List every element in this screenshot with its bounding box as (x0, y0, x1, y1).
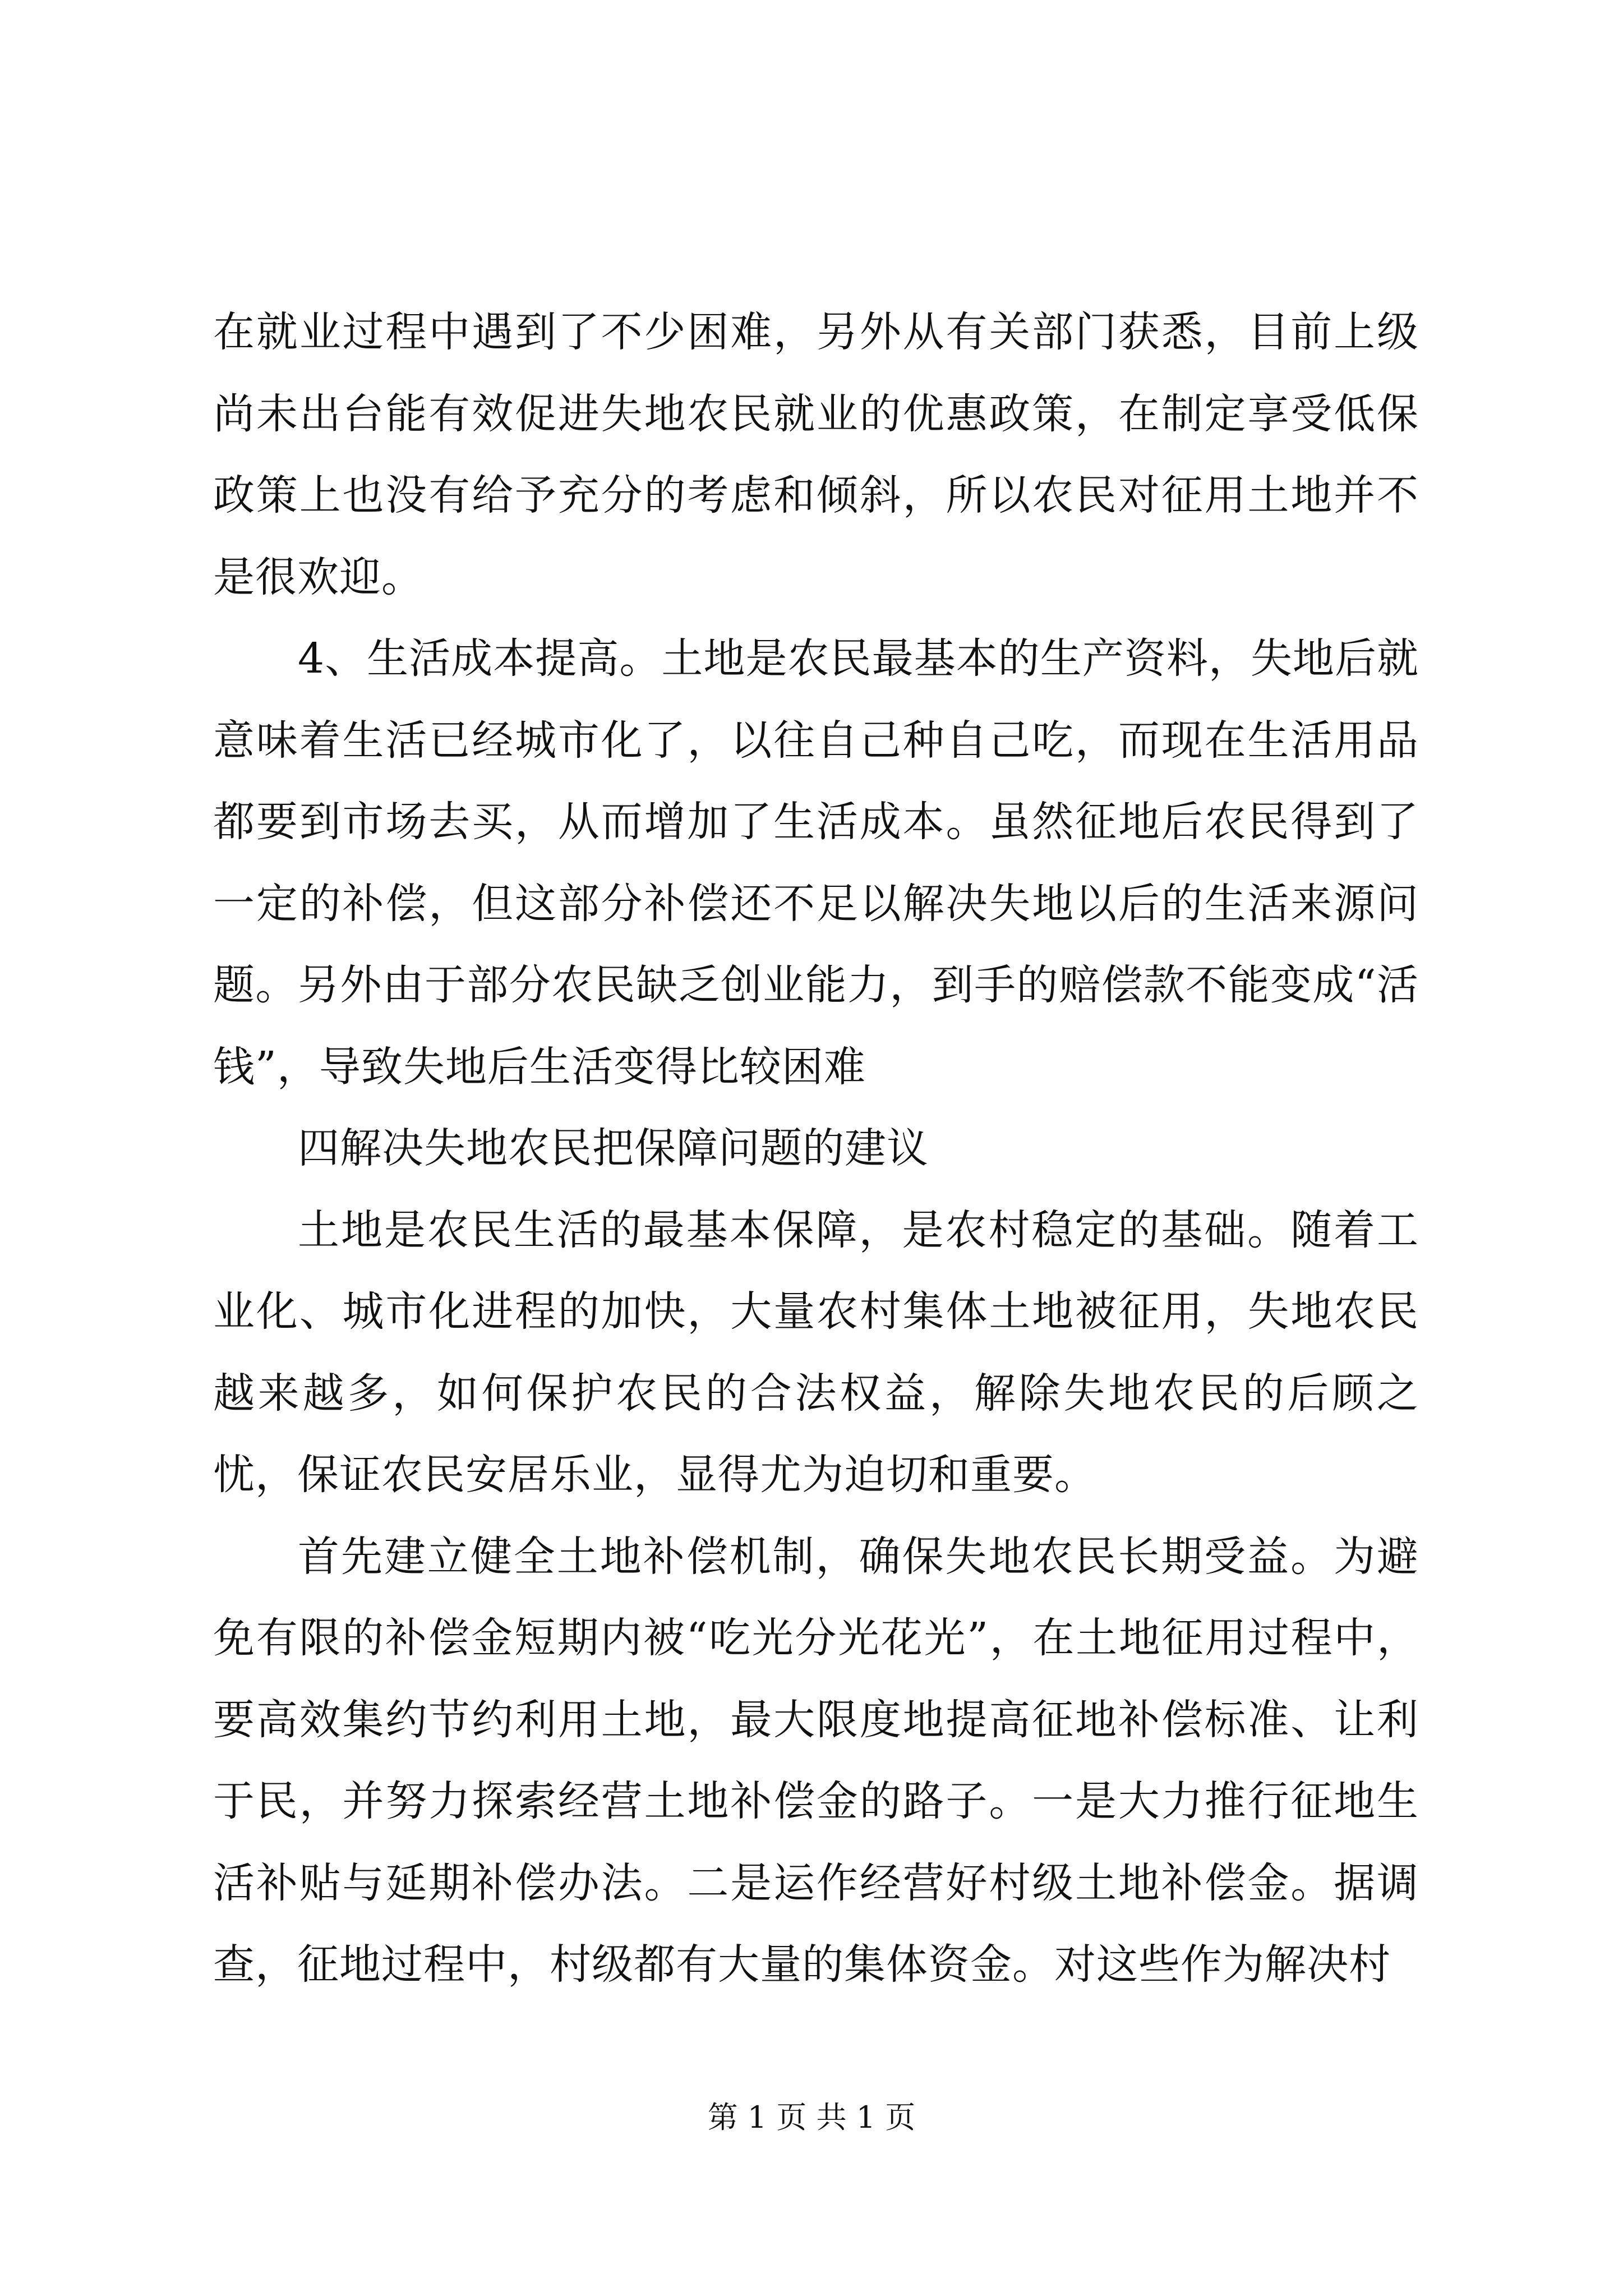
document-body (213, 292, 1419, 2006)
paragraph-employment-difficulty: 在就业过程中遇到了不少困难，另外从有关部门获悉，目前上级尚未出台能有效促进失地农民就业的优惠政策，在制定享受低保政策上也没有给予充分的考虑和倾斜，所以农民对征用土地并不是很欢迎。 (213, 308, 1419, 601)
paragraph-land-guarantee: 土地是农民生活的最基本保障，是农村稳定的基础。随着工业化、城市化进程的加快，大量农村集体土地被征用，失地农民越来越多，如何保护农民的合法权益，解除失地农民的后顾之忧，保证农民安居乐业，显得尤为迫切和重要。 (213, 1205, 1419, 1499)
section-heading-suggestions: 四解决失地农民把保障问题的建议 (298, 1124, 929, 1172)
paragraph-compensation-mechanism: 首先建立健全土地补偿机制，确保失地农民长期受益。为避免有限的补偿金短期内被“吃光分光花光”，在土地征用过程中，要高效集约节约利用土地，最大限度地提高征地补偿标准、让利于民，并努力探索经营土地补偿金的路子。一是大力推行征地生活补贴与延期补偿办法。二是运作经营好村级土地补偿金。据调查，征地过程中，村级都有大量的集体资金。对这些作为解决村 (213, 1532, 1419, 1989)
page-number-footer: 第 1 页 共 1 页 (707, 2100, 916, 2135)
paragraph-living-cost: 4、生活成本提高。土地是农民最基本的生产资料，失地后就意味着生活已经城市化了，以往自己种自己吃，而现在生活用品都要到市场去买，从而增加了生活成本。虽然征地后农民得到了一定的补偿，但这部分补偿还不足以解决失地以后的生活来源问题。另外由于部分农民缺乏创业能力，到手的赔偿款不能变成“活钱”，导致失地后生活变得比较困难 (213, 634, 1419, 1091)
